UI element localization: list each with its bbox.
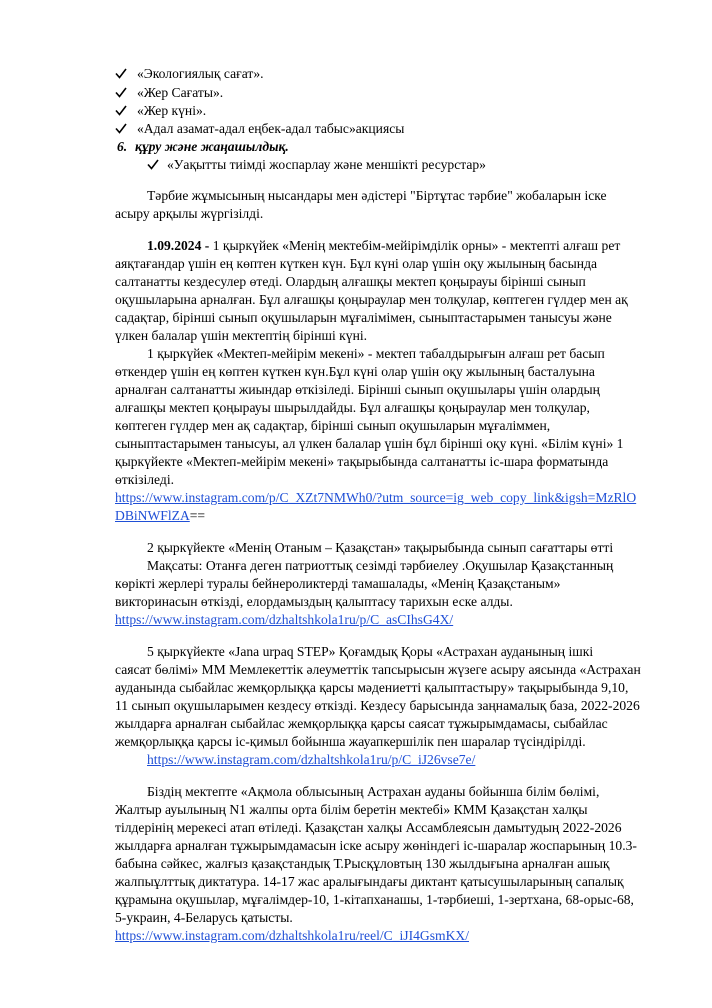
paragraph-line: ауданында сыбайлас жемқорлыққа қарсы мәдениетті қалыптастыру» тақырыбында 9,10, <box>115 680 629 695</box>
paragraph-line: Біздің мектепте «Ақмола облысының Астрахан ауданы бойынша білім бөлімі, <box>147 784 600 799</box>
bullet-item: «Жер Сағаты». <box>137 85 224 100</box>
paragraph-line: саясат бөлімі» ММ Мемлекеттік әлеуметтік тапсырысын жүзеге асыру аясында «Астрахан <box>115 662 641 677</box>
paragraph-line: Мақсаты: Отанға деген патриоттық сезімді тәрбиелеу .Оқушылар Қазақстанның <box>147 558 614 573</box>
checkmark-icon <box>115 66 129 82</box>
paragraph-line: бабына сәйкес, жалғыз қазақстандық Т.Рысқұловтың 130 жылдығына арналған ашық <box>115 856 610 871</box>
paragraph-line: викторинасын өткізді, елордамыздың қалыптасу тарихын еске алды. <box>115 594 513 609</box>
paragraph-line: өткізіледі. <box>115 472 174 487</box>
paragraph-line: 1.09.2024 - 1 қыркүйек «Менің мектебім-мейірімділік орны» - мектепті алғаш рет <box>147 238 621 253</box>
paragraph-line: өткендер үшін ең көптен күткен күн.Бұл күні олар үшін оқу жылының басталуына <box>115 364 595 379</box>
paragraph-line: оқушыларына арналған. Бұл алғашқы қоңыраулар мен толқулар, көптеген гүлдер мен ақ <box>115 292 628 307</box>
instagram-link[interactable]: https://www.instagram.com/dzhaltshkola1ru/p/C_iJ26vse7e/ <box>147 752 476 767</box>
paragraph-line: алғашқы мектеп қоңырауы шырылдайды. Бұл алғашқы қоңыраулар мен толқулар, <box>115 400 590 415</box>
paragraph-line: 1 қыркүйек «Мектеп-мейірім мекені» - мектеп табалдырығын алғаш рет басып <box>147 346 605 361</box>
paragraph-line: жемқорлыққа қарсы іс-қимыл бойынша жауапкершілік пен шаралар түсіндірілді. <box>115 734 586 749</box>
bullet-item: «Экологиялық сағат». <box>137 66 264 81</box>
paragraph-line: жалпыұлттық диктатура. 14-17 жас аралығындағы диктант қатысушыларының сапалық <box>115 874 624 889</box>
instagram-link[interactable]: https://www.instagram.com/p/C_XZt7NMWh0/?utm_source=ig_web_copy_link&igsh=MzRlO <box>115 490 637 505</box>
paragraph-line: 11 сынып оқушыларымен кездесу өткізді. Кездесу барысында заңнамалық база, 2022-2026 <box>115 698 640 713</box>
instagram-link[interactable]: DBiNWFlZA <box>115 508 190 523</box>
checkmark-icon <box>115 103 129 119</box>
link-line[interactable]: DBiNWFlZA== <box>115 508 206 523</box>
paragraph-line: садақтар, бірінші сынып оқушыларын мұғалімімен, сыныптастарымен танысуы және <box>115 310 612 325</box>
link-line[interactable] <box>115 490 660 506</box>
paragraph-line: жылдарға арналған тұжырымдамасын іске асыру жөніндегі іс-шаралар жоспарының 10.3- <box>115 838 637 853</box>
paragraph-line: 5-украин, 4-Беларусь қатысты. <box>115 910 293 925</box>
paragraph-line: сыныптастарымен танысуы, ал үлкен балалар үшін бұл бірінші оқу күні. «Білім күні» 1 <box>115 436 624 451</box>
paragraph-line: үлкен балалар үшін мектептің бірінші күні. <box>115 328 368 343</box>
event-date: 1.09.2024 - <box>147 238 210 253</box>
section-title: құру және жаңашылдық. <box>135 139 289 154</box>
checkmark-icon <box>115 121 129 137</box>
paragraph-line: құрамына оқушылар, мұғалімдер-10, 1-кітапханашы, 1-тәрбиеші, 1-зертхана, 68-орыс-68, <box>115 892 634 907</box>
paragraph-line: Жалтыр ауылының N1 жалпы орта білім беретін мектебі» КММ Қазақстан халқы <box>115 802 588 817</box>
checkmark-icon <box>115 85 129 101</box>
paragraph-line: арналған салтанатты жиындар өткізіледі. Бірінші сынып оқушылары үшін олардың <box>115 382 600 397</box>
paragraph-line: аяқтағандар үшін ең көптен күткен күн. Бұл күні олар үшін оқу жылының басында <box>115 256 598 271</box>
bullet-item: «Жер күні». <box>137 103 207 118</box>
paragraph-line: көптеген гүлдер мен ақ садақтар, бірінші сынып оқушыларын мұғаліммен, <box>115 418 551 433</box>
intro-line: Тәрбие жұмысының нысандары мен әдістері "Біртұтас тәрбие" жобаларын іске <box>147 188 607 203</box>
instagram-link[interactable]: https://www.instagram.com/dzhaltshkola1ru/reel/C_iJI4GsmKX/ <box>115 928 470 943</box>
intro-line: асыру арқылы жүргізілді. <box>115 206 264 221</box>
paragraph-line: қыркүйекте «Мектеп-мейірім мекені» тақырыбында салтанатты іс-шара форматында <box>115 454 609 469</box>
bullet-item: «Уақытты тиімді жоспарлау және меншікті ресурстар» <box>167 157 486 172</box>
paragraph-line: 2 қыркүйекте «Менің Отаным – Қазақстан» тақырыбында сынып сағаттары өтті <box>147 540 614 555</box>
bullet-item: «Адал азамат-адал еңбек-адал табыс»акциясы <box>137 121 405 136</box>
section-number: 6. <box>117 139 128 154</box>
paragraph-line: 5 қыркүйекте «Jana urpaq STEP» Қоғамдық Қоры «Астрахан ауданының ішкі <box>147 644 594 659</box>
checkmark-icon <box>147 157 161 173</box>
paragraph-line: көрікті жерлері туралы бейнероликтерді тамашалады, «Менің Қазақстаным» <box>115 576 561 591</box>
paragraph-line: тілдерінің мерекесі атап өтіледі. Қазақстан халқы Ассамблеясын дамытудың 2022-2026 <box>115 820 622 835</box>
paragraph-line: салтанатты кездесулер өтеді. Олардың алғашқы мектеп қоңырауы бірінші сынып <box>115 274 586 289</box>
paragraph-line: жылдарға арналған сыбайлас жемқорлыққа қарсы саясат тұжырымдамасы, сыбайлас <box>115 716 608 731</box>
instagram-link[interactable]: https://www.instagram.com/dzhaltshkola1ru/p/C_asCIhsG4X/ <box>115 612 454 627</box>
